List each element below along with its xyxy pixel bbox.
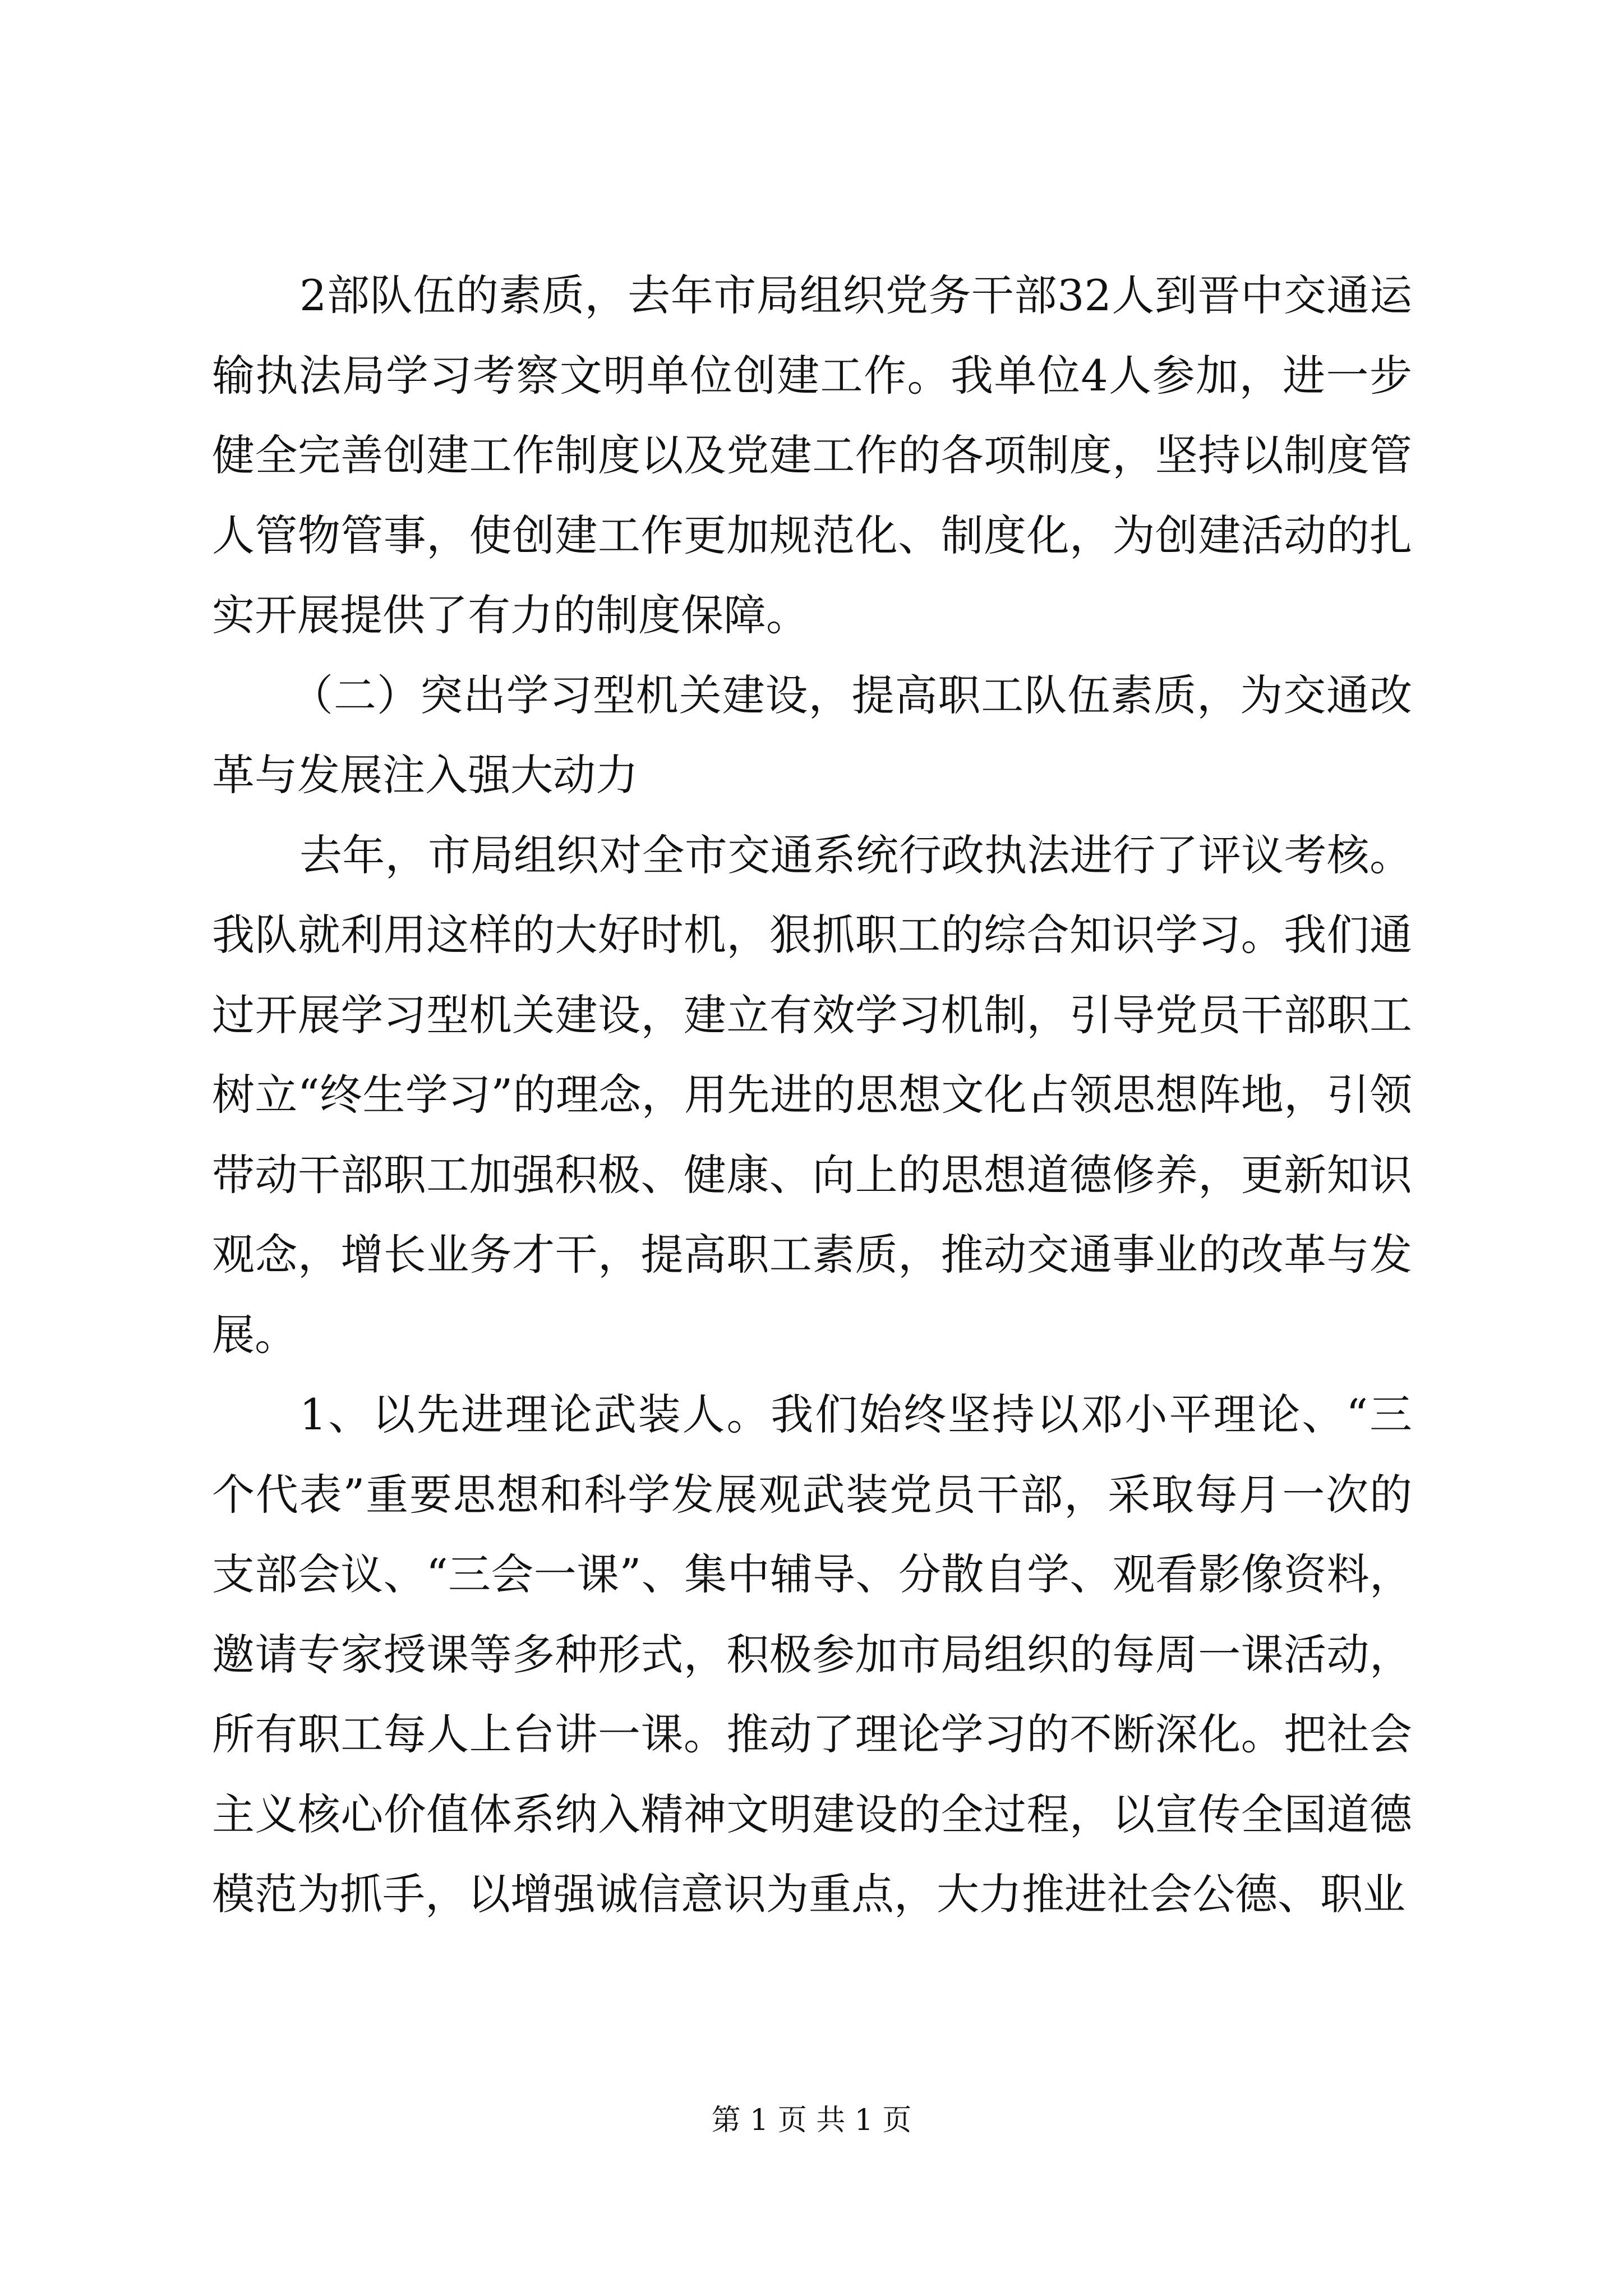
paragraph-4: 1、以先进理论武装人。我们始终坚持以邓小平理论、“三个代表”重要思想和科学发展观武装党员干部，采取每月一次的支部会议、“三会一课”、集中辅导、分散自学、观看影像资料，邀请专家授课等多种形式，积极参加市局组织的每周一课活动，所有职工每人上台讲一课。推动了理论学习的不断深化。把社会主义核心价值体系纳入精神文明建设的全过程，以宣传全国道德模范为抓手，以增强诚信意识为重点，大力推进社会公德、职业	[212, 1389, 1412, 1919]
document-body	[212, 256, 1412, 1935]
section-heading: （二）突出学习型机关建设，提高职工队伍素质，为交通改革与发展注入强大动力	[212, 670, 1412, 800]
page-footer: 第 1 页 共 1 页	[711, 2104, 912, 2137]
paragraph-1: 2部队伍的素质，去年市局组织党务干部32人到晋中交通运输执法局学习考察文明单位创建工作。我单位4人参加，进一步健全完善创建工作制度以及党建工作的各项制度，坚持以制度管人管物管事，使创建工作更加规范化、制度化，为创建活动的扎实开展提供了有力的制度保障。	[212, 270, 1412, 640]
paragraph-3: 去年，市局组织对全市交通系统行政执法进行了评议考核。我队就利用这样的大好时机，狠抓职工的综合知识学习。我们通过开展学习型机关建设，建立有效学习机制，引导党员干部职工树立“终生学习”的理念，用先进的思想文化占领思想阵地，引领带动干部职工加强积极、健康、向上的思想道德修养，更新知识观念，增长业务才干，提高职工素质，推动交通事业的改革与发展。	[212, 830, 1412, 1360]
